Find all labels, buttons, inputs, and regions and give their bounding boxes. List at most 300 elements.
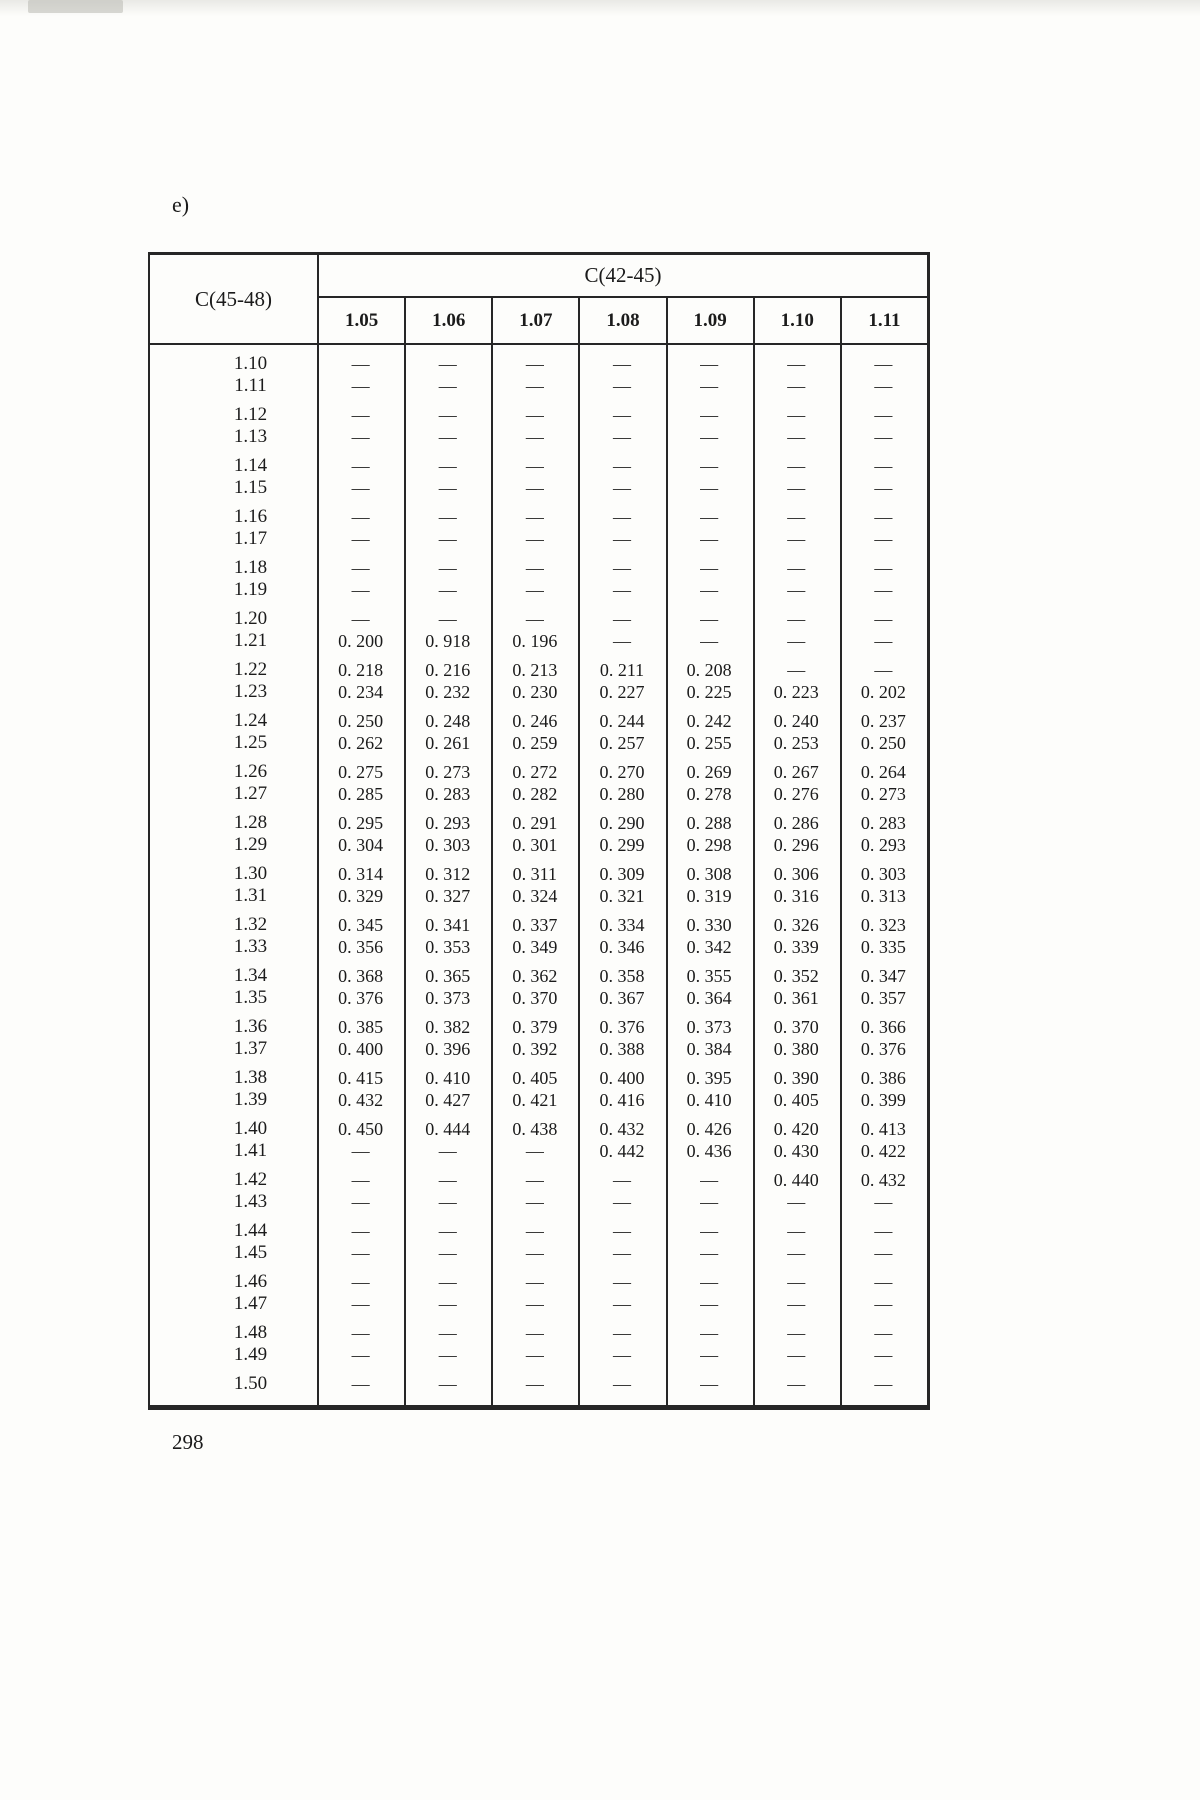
value-cell: — xyxy=(700,1271,719,1292)
row-label: 1.47 xyxy=(233,1293,268,1314)
row-label: 1.36 xyxy=(233,1016,268,1037)
value-cell: 0. 311 xyxy=(512,863,558,884)
row-label: 1.42 xyxy=(233,1169,268,1190)
table-row xyxy=(150,812,927,834)
table-row xyxy=(150,477,927,499)
value-cell: — xyxy=(700,1322,719,1343)
value-cell: 0. 227 xyxy=(599,681,645,702)
row-label: 1.44 xyxy=(233,1220,268,1241)
table-row xyxy=(150,936,927,958)
value-cell: 0. 337 xyxy=(512,914,558,935)
value-cell: — xyxy=(700,557,719,578)
value-cell: — xyxy=(351,1373,370,1394)
value-cell: 0. 334 xyxy=(599,914,645,935)
value-cell: 0. 342 xyxy=(686,936,732,957)
value-cell: — xyxy=(525,1140,544,1161)
value-cell: — xyxy=(874,1344,893,1365)
value-cell: 0. 365 xyxy=(425,965,471,986)
value-cell: 0. 450 xyxy=(338,1118,384,1139)
value-cell: — xyxy=(438,1169,457,1190)
table-row xyxy=(150,455,927,477)
value-cell: — xyxy=(787,375,806,396)
value-cell: — xyxy=(874,1191,893,1212)
table-row xyxy=(150,1038,927,1060)
value-cell: — xyxy=(787,1373,806,1394)
table-row xyxy=(150,1322,927,1344)
data-table xyxy=(148,252,930,1410)
value-cell: — xyxy=(700,528,719,549)
value-cell: — xyxy=(874,455,893,476)
value-cell: — xyxy=(787,1271,806,1292)
column-group-label: C(42-45) xyxy=(319,255,927,298)
value-cell: 0. 329 xyxy=(338,885,384,906)
value-cell: — xyxy=(525,528,544,549)
column-separator xyxy=(840,345,842,1405)
value-cell: — xyxy=(874,1271,893,1292)
value-cell: 0. 366 xyxy=(860,1016,906,1037)
value-cell: 0. 358 xyxy=(599,965,645,986)
value-cell: 0. 202 xyxy=(860,681,906,702)
value-cell: — xyxy=(525,1271,544,1292)
value-cell: — xyxy=(874,659,893,680)
column-separator xyxy=(578,345,580,1405)
value-cell: — xyxy=(438,608,457,629)
value-cell: 0. 316 xyxy=(773,885,819,906)
table-row xyxy=(150,659,927,681)
value-cell: 0. 237 xyxy=(860,710,906,731)
value-cell: — xyxy=(438,1191,457,1212)
value-cell: 0. 196 xyxy=(512,630,558,651)
row-label: 1.40 xyxy=(233,1118,268,1139)
value-cell: 0. 275 xyxy=(338,761,384,782)
row-label: 1.46 xyxy=(233,1271,268,1292)
value-cell: 0. 432 xyxy=(860,1169,906,1190)
value-cell: — xyxy=(438,557,457,578)
value-cell: — xyxy=(438,1271,457,1292)
column-header: 1.11 xyxy=(840,298,927,343)
value-cell: 0. 400 xyxy=(599,1067,645,1088)
value-cell: — xyxy=(874,608,893,629)
value-cell: — xyxy=(874,579,893,600)
value-cell: — xyxy=(351,608,370,629)
value-cell: 0. 218 xyxy=(338,659,384,680)
value-cell: — xyxy=(700,404,719,425)
value-cell: — xyxy=(351,477,370,498)
value-cell: 0. 415 xyxy=(338,1067,384,1088)
value-cell: 0. 250 xyxy=(338,710,384,731)
row-label: 1.33 xyxy=(233,936,268,957)
value-cell: — xyxy=(525,1373,544,1394)
value-cell: 0. 400 xyxy=(338,1038,384,1059)
row-label: 1.45 xyxy=(233,1242,268,1263)
value-cell: — xyxy=(700,579,719,600)
value-cell: — xyxy=(700,608,719,629)
page-number: 298 xyxy=(172,1430,204,1454)
value-cell: — xyxy=(874,1373,893,1394)
column-separator xyxy=(666,345,668,1405)
value-cell: — xyxy=(700,506,719,527)
value-cell: 0. 427 xyxy=(425,1089,471,1110)
value-cell: 0. 432 xyxy=(338,1089,384,1110)
column-headers-row xyxy=(319,298,927,343)
row-label: 1.15 xyxy=(233,477,268,498)
value-cell: 0. 255 xyxy=(686,732,732,753)
value-cell: 0. 380 xyxy=(773,1038,819,1059)
value-cell: 0. 244 xyxy=(599,710,645,731)
value-cell: — xyxy=(612,1373,631,1394)
row-label: 1.39 xyxy=(233,1089,268,1110)
row-label: 1.17 xyxy=(233,528,268,549)
value-cell: — xyxy=(351,1140,370,1161)
value-cell: — xyxy=(874,477,893,498)
table-row xyxy=(150,404,927,426)
row-label: 1.27 xyxy=(233,783,268,804)
value-cell: — xyxy=(351,506,370,527)
value-cell: 0. 242 xyxy=(686,710,732,731)
value-cell: 0. 253 xyxy=(773,732,819,753)
value-cell: — xyxy=(525,1344,544,1365)
table-row xyxy=(150,1293,927,1315)
value-cell: 0. 436 xyxy=(686,1140,732,1161)
table-row xyxy=(150,528,927,550)
table-row xyxy=(150,630,927,652)
value-cell: — xyxy=(700,1169,719,1190)
row-label: 1.21 xyxy=(233,630,268,651)
value-cell: — xyxy=(787,608,806,629)
table-row xyxy=(150,1067,927,1089)
table-row xyxy=(150,783,927,805)
value-cell: 0. 422 xyxy=(860,1140,906,1161)
value-cell: — xyxy=(700,1242,719,1263)
value-cell: 0. 216 xyxy=(425,659,471,680)
value-cell: — xyxy=(700,426,719,447)
value-cell: 0. 321 xyxy=(599,885,645,906)
value-cell: 0. 426 xyxy=(686,1118,732,1139)
value-cell: — xyxy=(787,1293,806,1314)
value-cell: — xyxy=(525,608,544,629)
row-label: 1.12 xyxy=(233,404,268,425)
value-cell: — xyxy=(351,1220,370,1241)
value-cell: 0. 286 xyxy=(773,812,819,833)
value-cell: 0. 330 xyxy=(686,914,732,935)
value-cell: — xyxy=(525,1322,544,1343)
row-label: 1.48 xyxy=(233,1322,268,1343)
value-cell: — xyxy=(787,659,806,680)
value-cell: — xyxy=(612,1293,631,1314)
value-cell: 0. 269 xyxy=(686,761,732,782)
value-cell: 0. 293 xyxy=(425,812,471,833)
value-cell: 0. 335 xyxy=(860,936,906,957)
row-label: 1.50 xyxy=(233,1373,268,1394)
value-cell: 0. 278 xyxy=(686,783,732,804)
table-row xyxy=(150,1016,927,1038)
value-cell: — xyxy=(525,455,544,476)
value-cell: — xyxy=(612,528,631,549)
value-cell: 0. 395 xyxy=(686,1067,732,1088)
value-cell: 0. 386 xyxy=(860,1067,906,1088)
value-cell: 0. 282 xyxy=(512,783,558,804)
value-cell: — xyxy=(612,1191,631,1212)
value-cell: — xyxy=(438,1344,457,1365)
row-label: 1.38 xyxy=(233,1067,268,1088)
value-cell: 0. 291 xyxy=(512,812,558,833)
value-cell: — xyxy=(351,528,370,549)
value-cell: — xyxy=(787,528,806,549)
value-cell: 0. 264 xyxy=(860,761,906,782)
value-cell: — xyxy=(874,1242,893,1263)
value-cell: 0. 413 xyxy=(860,1118,906,1139)
value-cell: 0. 382 xyxy=(425,1016,471,1037)
value-cell: — xyxy=(612,1344,631,1365)
value-cell: — xyxy=(787,477,806,498)
value-cell: 0. 308 xyxy=(686,863,732,884)
value-cell: — xyxy=(438,579,457,600)
scan-smudge-artifact xyxy=(28,0,123,13)
table-row xyxy=(150,375,927,397)
value-cell: — xyxy=(525,426,544,447)
value-cell: — xyxy=(438,1220,457,1241)
row-label: 1.29 xyxy=(233,834,268,855)
value-cell: — xyxy=(787,1322,806,1343)
column-separator xyxy=(753,345,755,1405)
value-cell: 0. 285 xyxy=(338,783,384,804)
value-cell: 0. 240 xyxy=(773,710,819,731)
value-cell: — xyxy=(700,375,719,396)
value-cell: — xyxy=(612,353,631,374)
value-cell: 0. 416 xyxy=(599,1089,645,1110)
value-cell: 0. 376 xyxy=(860,1038,906,1059)
value-cell: — xyxy=(874,630,893,651)
value-cell: 0. 396 xyxy=(425,1038,471,1059)
row-label: 1.26 xyxy=(233,761,268,782)
value-cell: — xyxy=(700,477,719,498)
value-cell: 0. 410 xyxy=(425,1067,471,1088)
value-cell: — xyxy=(787,1344,806,1365)
table-row xyxy=(150,965,927,987)
value-cell: — xyxy=(351,404,370,425)
value-cell: 0. 234 xyxy=(338,681,384,702)
scan-edge-artifact xyxy=(0,0,1200,16)
row-label: 1.28 xyxy=(233,812,268,833)
row-label: 1.30 xyxy=(233,863,268,884)
value-cell: — xyxy=(787,630,806,651)
value-cell: 0. 211 xyxy=(599,659,645,680)
table-row xyxy=(150,834,927,856)
row-label: 1.43 xyxy=(233,1191,268,1212)
value-cell: 0. 430 xyxy=(773,1140,819,1161)
table-row xyxy=(150,710,927,732)
value-cell: 0. 367 xyxy=(599,987,645,1008)
row-label: 1.41 xyxy=(233,1140,268,1161)
row-label: 1.13 xyxy=(233,426,268,447)
value-cell: 0. 304 xyxy=(338,834,384,855)
value-cell: — xyxy=(351,557,370,578)
value-cell: — xyxy=(438,528,457,549)
table-row xyxy=(150,1089,927,1111)
value-cell: — xyxy=(787,455,806,476)
value-cell: — xyxy=(525,579,544,600)
value-cell: 0. 259 xyxy=(512,732,558,753)
value-cell: — xyxy=(612,608,631,629)
value-cell: — xyxy=(525,404,544,425)
value-cell: — xyxy=(700,353,719,374)
row-label: 1.10 xyxy=(233,353,268,374)
value-cell: 0. 440 xyxy=(773,1169,819,1190)
value-cell: 0. 399 xyxy=(860,1089,906,1110)
value-cell: — xyxy=(874,1220,893,1241)
row-label: 1.37 xyxy=(233,1038,268,1059)
table-header xyxy=(150,255,927,345)
value-cell: — xyxy=(438,477,457,498)
value-cell: 0. 306 xyxy=(773,863,819,884)
value-cell: 0. 432 xyxy=(599,1118,645,1139)
value-cell: 0. 368 xyxy=(338,965,384,986)
column-header: 1.07 xyxy=(491,298,578,343)
table-row xyxy=(150,1140,927,1162)
value-cell: 0. 421 xyxy=(512,1089,558,1110)
column-group xyxy=(317,255,927,343)
value-cell: 0. 353 xyxy=(425,936,471,957)
value-cell: — xyxy=(874,426,893,447)
value-cell: 0. 270 xyxy=(599,761,645,782)
value-cell: — xyxy=(351,1242,370,1263)
value-cell: 0. 267 xyxy=(773,761,819,782)
value-cell: 0. 312 xyxy=(425,863,471,884)
value-cell: — xyxy=(525,1242,544,1263)
value-cell: 0. 918 xyxy=(425,630,471,651)
value-cell: — xyxy=(525,1220,544,1241)
value-cell: 0. 262 xyxy=(338,732,384,753)
value-cell: 0. 370 xyxy=(512,987,558,1008)
row-label: 1.18 xyxy=(233,557,268,578)
value-cell: — xyxy=(351,1322,370,1343)
value-cell: 0. 361 xyxy=(773,987,819,1008)
value-cell: — xyxy=(612,375,631,396)
value-cell: 0. 410 xyxy=(686,1089,732,1110)
value-cell: — xyxy=(438,1242,457,1263)
value-cell: 0. 313 xyxy=(860,885,906,906)
value-cell: 0. 295 xyxy=(338,812,384,833)
column-header: 1.06 xyxy=(404,298,491,343)
value-cell: — xyxy=(438,455,457,476)
value-cell: 0. 347 xyxy=(860,965,906,986)
value-cell: 0. 376 xyxy=(599,1016,645,1037)
value-cell: — xyxy=(700,1191,719,1212)
value-cell: — xyxy=(438,375,457,396)
value-cell: — xyxy=(612,477,631,498)
table-row xyxy=(150,1191,927,1213)
value-cell: — xyxy=(700,1293,719,1314)
value-cell: 0. 319 xyxy=(686,885,732,906)
row-label: 1.24 xyxy=(233,710,268,731)
value-cell: — xyxy=(874,404,893,425)
table-row xyxy=(150,914,927,936)
value-cell: — xyxy=(787,506,806,527)
value-cell: 0. 373 xyxy=(425,987,471,1008)
value-cell: — xyxy=(438,353,457,374)
table-row xyxy=(150,885,927,907)
row-header-label: C(45-48) xyxy=(195,286,272,311)
value-cell: 0. 323 xyxy=(860,914,906,935)
value-cell: 0. 230 xyxy=(512,681,558,702)
value-cell: 0. 246 xyxy=(512,710,558,731)
value-cell: — xyxy=(438,1293,457,1314)
value-cell: — xyxy=(612,506,631,527)
value-cell: 0. 326 xyxy=(773,914,819,935)
table-row xyxy=(150,1271,927,1293)
value-cell: 0. 355 xyxy=(686,965,732,986)
value-cell: — xyxy=(438,1373,457,1394)
row-label: 1.11 xyxy=(234,375,267,396)
value-cell: 0. 273 xyxy=(425,761,471,782)
value-cell: — xyxy=(351,375,370,396)
value-cell: 0. 339 xyxy=(773,936,819,957)
value-cell: — xyxy=(612,404,631,425)
value-cell: — xyxy=(874,1293,893,1314)
value-cell: — xyxy=(351,1344,370,1365)
value-cell: 0. 280 xyxy=(599,783,645,804)
value-cell: 0. 248 xyxy=(425,710,471,731)
value-cell: 0. 356 xyxy=(338,936,384,957)
value-cell: 0. 314 xyxy=(338,863,384,884)
value-cell: — xyxy=(525,353,544,374)
value-cell: — xyxy=(787,353,806,374)
value-cell: — xyxy=(351,426,370,447)
table-row xyxy=(150,732,927,754)
row-label: 1.20 xyxy=(233,608,268,629)
row-label: 1.16 xyxy=(233,506,268,527)
value-cell: 0. 376 xyxy=(338,987,384,1008)
value-cell: — xyxy=(612,557,631,578)
value-cell: 0. 352 xyxy=(773,965,819,986)
row-label: 1.19 xyxy=(233,579,268,600)
column-separator xyxy=(491,345,493,1405)
value-cell: — xyxy=(700,1373,719,1394)
value-cell: 0. 232 xyxy=(425,681,471,702)
row-label: 1.35 xyxy=(233,987,268,1008)
value-cell: — xyxy=(612,1169,631,1190)
column-header: 1.10 xyxy=(753,298,840,343)
value-cell: — xyxy=(874,557,893,578)
value-cell: 0. 390 xyxy=(773,1067,819,1088)
value-cell: 0. 223 xyxy=(773,681,819,702)
value-cell: — xyxy=(612,455,631,476)
value-cell: 0. 384 xyxy=(686,1038,732,1059)
table-row xyxy=(150,426,927,448)
value-cell: 0. 208 xyxy=(686,659,732,680)
value-cell: — xyxy=(351,579,370,600)
value-cell: 0. 283 xyxy=(860,812,906,833)
value-cell: 0. 299 xyxy=(599,834,645,855)
value-cell: — xyxy=(612,579,631,600)
value-cell: 0. 349 xyxy=(512,936,558,957)
value-cell: — xyxy=(438,1140,457,1161)
value-cell: 0. 272 xyxy=(512,761,558,782)
row-label: 1.34 xyxy=(233,965,268,986)
value-cell: — xyxy=(351,1271,370,1292)
value-cell: 0. 362 xyxy=(512,965,558,986)
value-cell: 0. 298 xyxy=(686,834,732,855)
value-cell: — xyxy=(874,506,893,527)
table-row xyxy=(150,1373,927,1395)
value-cell: 0. 357 xyxy=(860,987,906,1008)
value-cell: 0. 250 xyxy=(860,732,906,753)
table-row xyxy=(150,557,927,579)
value-cell: 0. 261 xyxy=(425,732,471,753)
value-cell: — xyxy=(438,426,457,447)
table-row xyxy=(150,987,927,1009)
value-cell: 0. 200 xyxy=(338,630,384,651)
